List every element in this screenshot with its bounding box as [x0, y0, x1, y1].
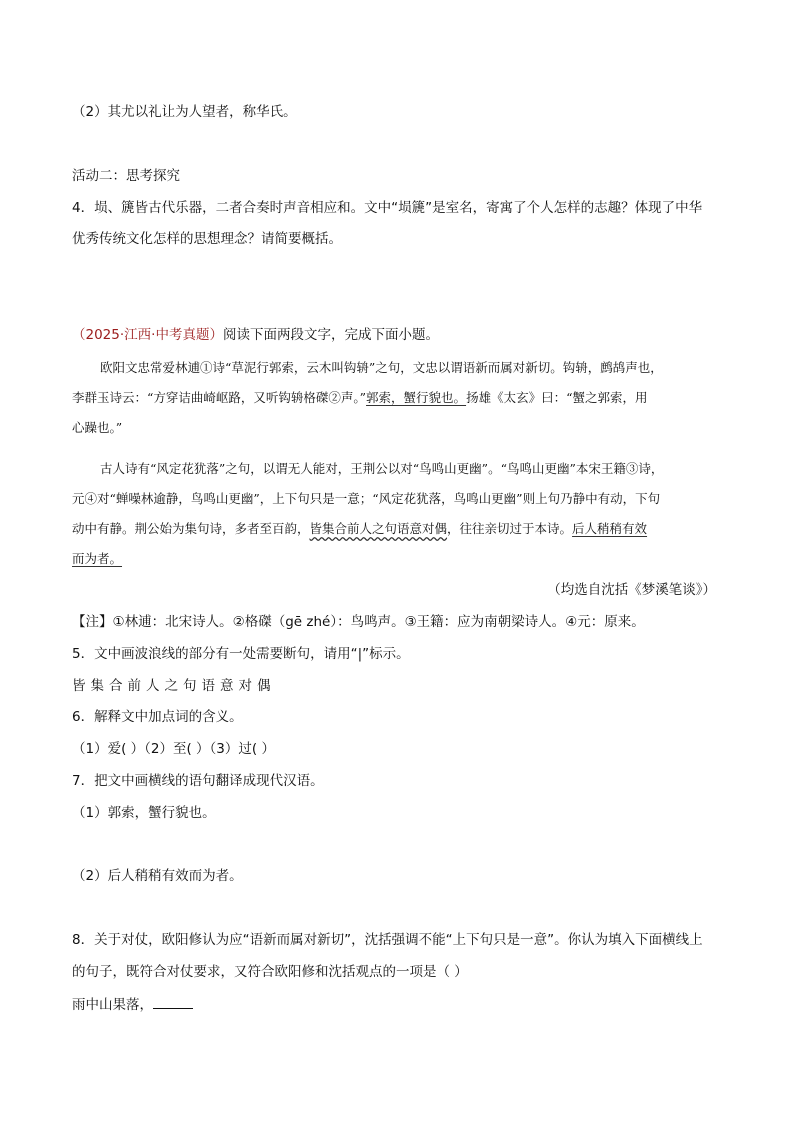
- q7-item-2: （2）后人稍稍有效而为者。: [72, 868, 243, 884]
- passage1-line-2: 李群玉诗云：“方穿诘曲崎岖路，又听钩辀格磔②声。”郭索，蟹行貌也。扬雄《太玄》曰：“蟹之郭索，用: [72, 390, 648, 405]
- underlined-sentence-1: 郭索，蟹行貌也。: [366, 390, 467, 405]
- q8-prompt: 雨中山果落，: [72, 994, 193, 1015]
- passage-intro: [72, 325, 439, 345]
- q8-line-1: 8．关于对仗，欧阳修认为应“语新而属对新切”，沈括强调不能“上下句只是一意”。你认为填入下面横线上: [72, 932, 703, 948]
- passage2-line-4: 而为者。: [72, 551, 123, 566]
- q7-item-1: （1）郭索，蟹行貌也。: [72, 805, 216, 821]
- citation: （均选自沈括《梦溪笔谈》）: [547, 582, 716, 598]
- q6-text: 6．解释文中加点词的含义。: [72, 709, 243, 725]
- underlined-sentence-2: 后人稍稍有效: [572, 521, 648, 536]
- q7-text: 7．把文中画横线的语句翻译成现代汉语。: [72, 773, 324, 789]
- q6-items: （1）爱( ）（2）至( ）（3）过( ）: [72, 741, 275, 757]
- wavy-sentence: 皆集合前人之句语意对偶: [309, 521, 448, 536]
- passage1-line-3: 心躁也。”: [72, 420, 123, 435]
- q4-line-1: 4．埙、篪皆古代乐器，二者合奏时声音相应和。文中“埙篪”是室名，寄寓了个人怎样的志趣？体现了中华: [72, 200, 703, 216]
- activity-heading: 活动二：思考探究: [72, 168, 180, 184]
- q4-line-2: 优秀传统文化怎样的思想理念？请简要概括。: [72, 231, 342, 247]
- intro-text: 阅读下面两段文字，完成下面小题。: [222, 327, 439, 343]
- q8-line-2: 的句子，既符合对仗要求，又符合欧阳修和沈括观点的一项是（ ）: [72, 964, 468, 980]
- q3-item-2: （2）其尤以礼让为人望者，称华氏。: [72, 104, 297, 120]
- passage1-line-1: 欧阳文忠常爱林逋①诗“草泥行郭索，云木叫钩辀”之句，文忠以谓语新而属对新切。钩辀，鹧鸪声也，: [100, 360, 663, 375]
- q5-sentence: 皆集合前人之句语意对偶: [72, 678, 276, 694]
- passage2-line-1: 古人诗有“风定花犹落”之句，以谓无人能对，王荆公以对“鸟鸣山更幽”。“鸟鸣山更幽”本宋王籍③诗，: [100, 461, 664, 476]
- notes: 【注】①林逋：北宋诗人。②格磔（gē zhé）：鸟鸣声。③王籍：应为南朝梁诗人。④元：原来。: [72, 614, 645, 630]
- source-tag: （2025·江西·中考真题）: [72, 327, 223, 343]
- q5-text: 5．文中画波浪线的部分有一处需要断句，请用“|”标示。: [72, 646, 410, 662]
- answer-blank[interactable]: [153, 994, 193, 1009]
- passage2-line-2: 元④对“蝉噪林逾静，鸟鸣山更幽”，上下句只是一意；“风定花犹落，鸟鸣山更幽”则上句乃静中有动，下句: [72, 491, 661, 506]
- passage2-line-3: 动中有静。荆公始为集句诗，多者至百韵，皆集合前人之句语意对偶，往往亲切过于本诗。后人稍稍有效: [72, 521, 648, 536]
